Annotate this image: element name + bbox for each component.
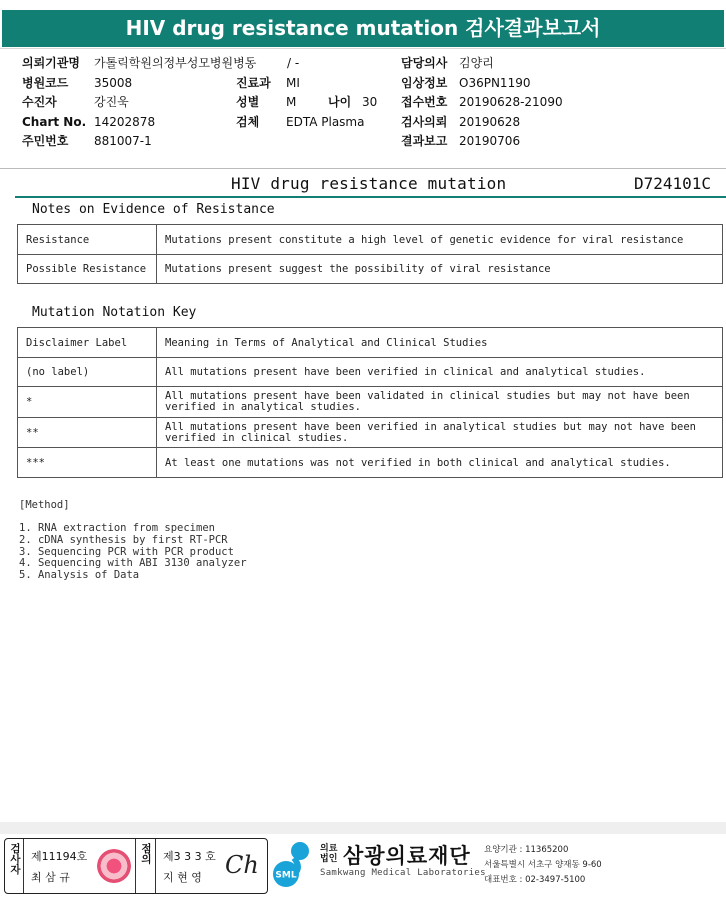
evidence-table (17, 224, 723, 284)
value-accession-no: 20190628-21090 (459, 95, 563, 109)
inspector-license: 제11194호 (31, 850, 88, 863)
reviewer-label-text: 점의 (140, 843, 152, 864)
patient-info-col2 (236, 74, 377, 133)
accent-divider (15, 196, 726, 198)
value-sex: M (286, 95, 297, 109)
report-header-title: HIV drug resistance mutation 검사결과보고서 (2, 10, 724, 47)
report-title: HIV drug resistance mutation (231, 174, 507, 193)
table-row (18, 387, 723, 418)
value-request-date: 20190628 (459, 114, 521, 129)
signature-box (4, 838, 268, 894)
notation-label: ** (18, 418, 157, 448)
sml-logo-icon (272, 840, 318, 894)
notation-text: At least one mutations was not verified in both clinical and analytical studies. (157, 448, 723, 478)
patient-info-col1 (22, 54, 256, 152)
label-request-date: 검사의뢰 (401, 114, 448, 129)
reviewer-license: 제3 3 3 호 (163, 850, 216, 863)
method-title: [Method] (19, 499, 70, 511)
method-step: 2. cDNA synthesis by first RT-PCR (19, 533, 228, 546)
org-address: 서울특별시 서초구 양재동 9-60 (484, 860, 602, 870)
value-resident-no: 881007-1 (94, 134, 152, 148)
org-prefix-line: 법인 (320, 854, 338, 864)
divider (135, 839, 136, 893)
table-row (18, 358, 723, 387)
label-physician: 담당의사 (401, 56, 448, 70)
notation-label: * (18, 387, 157, 418)
footer-divider (0, 822, 726, 834)
reviewer-name: 지 현 영 (163, 871, 202, 884)
label-clinical-info: 임상정보 (401, 75, 448, 90)
notation-label: (no label) (18, 358, 157, 387)
notation-label: *** (18, 448, 157, 478)
value-specimen: EDTA Plasma (286, 114, 365, 129)
table-row (18, 448, 723, 478)
value-report-date: 20190706 (459, 134, 521, 148)
label-report-date: 결과보고 (401, 134, 448, 148)
divider (155, 839, 156, 893)
inspector-name: 최 삼 규 (31, 871, 70, 884)
label-institution: 의뢰기관명 (22, 56, 80, 70)
value-institution: 가톨릭학원의정부성모병원병동 (94, 56, 257, 70)
label-patient: 수진자 (22, 95, 57, 109)
inspector-label-text: 검사자 (9, 843, 21, 875)
value-age: 30 (362, 95, 378, 109)
value-department: MI (286, 75, 300, 90)
label-specimen: 검체 (236, 114, 260, 129)
label-department: 진료과 (236, 75, 271, 90)
org-name: 삼광의료재단 (343, 844, 471, 868)
notation-header-label: Disclaimer Label (18, 328, 157, 358)
method-steps (19, 523, 247, 582)
table-row (18, 225, 723, 255)
logo-text: SML (275, 870, 297, 881)
notation-text: All mutations present have been validated in clinical studies but may not have been verified in analytical studies. (157, 387, 723, 418)
org-prefix (320, 844, 337, 864)
label-sex: 성별 (236, 95, 260, 109)
ward-value: / - (287, 56, 300, 70)
table-header-row (18, 328, 723, 358)
method-step: 1. RNA extraction from specimen (19, 522, 215, 534)
org-prefix-line: 의료 (320, 844, 338, 854)
notation-text: All mutations present have been verified in clinical and analytical studies. (157, 358, 723, 387)
label-accession-no: 접수번호 (401, 95, 448, 109)
method-step: 4. Sequencing with ABI 3130 analyzer (19, 557, 247, 570)
signature: Ch (225, 851, 259, 879)
table-row (18, 255, 723, 284)
label-chart-no: Chart No. (22, 114, 87, 129)
evidence-label: Resistance (18, 225, 157, 255)
official-seal-icon (97, 849, 131, 883)
divider (0, 168, 726, 169)
value-patient: 강진욱 (94, 95, 129, 109)
org-english-name: Samkwang Medical Laboratories (320, 868, 486, 878)
value-physician: 김양리 (459, 56, 494, 70)
report-header (0, 0, 726, 49)
evidence-text: Mutations present suggest the possibility of viral resistance (157, 255, 723, 284)
divider (23, 839, 24, 893)
value-clinical-info: O36PN1190 (459, 75, 531, 90)
evidence-text: Mutations present constitute a high level of genetic evidence for viral resistance (157, 225, 723, 255)
notation-title: Mutation Notation Key (32, 305, 197, 320)
notation-header-text: Meaning in Terms of Analytical and Clinical Studies (157, 328, 723, 358)
org-license: 요양기관 : 11365200 (484, 845, 569, 855)
report-code: D724101C (634, 174, 712, 193)
notation-text: All mutations present have been verified in analytical studies but may not have been verified in clinical studies. (157, 418, 723, 448)
org-phone: 대표번호 : 02-3497-5100 (484, 875, 586, 885)
label-age: 나이 (328, 95, 352, 109)
label-hospital-code: 병원코드 (22, 75, 69, 90)
label-resident-no: 주민번호 (22, 134, 69, 148)
reviewer-label (138, 843, 152, 869)
inspector-label (7, 843, 21, 880)
method-step: 5. Analysis of Data (19, 569, 140, 582)
evidence-title: Notes on Evidence of Resistance (32, 202, 275, 217)
evidence-label: Possible Resistance (18, 255, 157, 284)
notation-table (17, 327, 723, 478)
value-chart-no: 14202878 (94, 114, 156, 129)
patient-info-col3 (401, 54, 563, 152)
org-contact (484, 843, 602, 888)
table-row (18, 418, 723, 448)
method-step: 3. Sequencing PCR with PCR product (19, 545, 234, 558)
value-hospital-code: 35008 (94, 75, 133, 90)
